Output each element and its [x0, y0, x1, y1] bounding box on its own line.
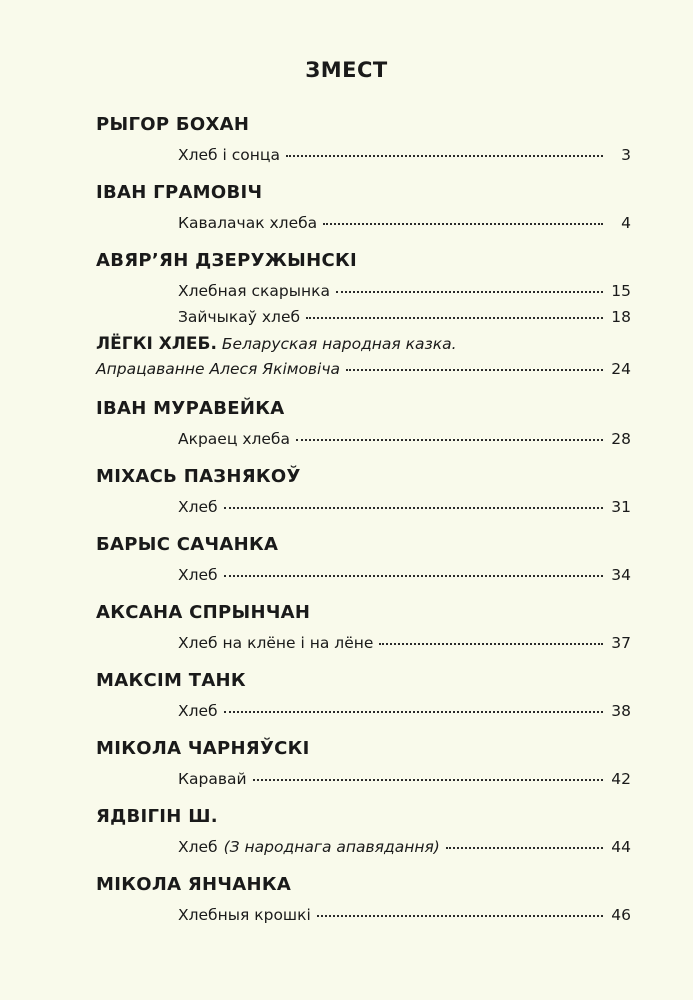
toc-entry-title: Хлеб — [178, 702, 218, 720]
toc-author: АКСАНА СПРЫНЧАН — [96, 602, 311, 623]
toc-entry-title: Хлеб на клёне і на лёне — [178, 634, 374, 652]
toc-entry — [178, 146, 631, 170]
toc-entry-title: Зайчыкаў хлеб — [178, 308, 301, 326]
dot-leader — [224, 699, 603, 713]
toc-author: МАКСІМ ТАНК — [96, 670, 246, 691]
toc-author: ІВАН ГРАМОВІЧ — [96, 182, 263, 203]
dot-leader — [336, 279, 603, 293]
toc-entry-title: Акраец хлеба — [178, 430, 290, 448]
toc-entry-page: 15 — [611, 282, 631, 300]
dot-leader — [296, 427, 603, 441]
dot-leader — [253, 767, 603, 781]
toc-entry-page: 18 — [611, 308, 631, 326]
toc-entry-title: Хлеб — [178, 838, 218, 856]
toc-author: БАРЫС САЧАНКА — [96, 534, 279, 555]
toc-entry — [178, 498, 631, 522]
dot-leader — [346, 357, 603, 371]
toc-entry — [178, 770, 631, 794]
toc-folk-subtitle: Беларуская народная казка. — [221, 335, 457, 353]
toc-folk-heading — [96, 334, 631, 354]
dot-leader — [317, 903, 603, 917]
toc-folk-title: ЛЁГКІ ХЛЕБ. — [96, 334, 217, 354]
dot-leader — [379, 631, 603, 645]
toc-entry — [178, 906, 631, 930]
toc-entry-page: 46 — [611, 906, 631, 924]
toc-author: ІВАН МУРАВЕЙКА — [96, 398, 285, 419]
toc-entry-page: 38 — [611, 702, 631, 720]
toc-entry-page: 24 — [611, 360, 631, 378]
toc-entry-title: Хлеб — [178, 566, 218, 584]
toc-entry-page: 3 — [621, 146, 631, 164]
toc-entry — [178, 282, 631, 306]
toc-author: МІКОЛА ЧАРНЯЎСКІ — [96, 738, 310, 759]
toc-entry-title: Хлеб — [178, 498, 218, 516]
toc-entry — [178, 634, 631, 658]
toc-author: МІХАСЬ ПАЗНЯКОЎ — [96, 466, 301, 487]
toc-entry-page: 28 — [611, 430, 631, 448]
toc-entry — [96, 360, 631, 384]
dot-leader — [323, 211, 603, 225]
toc-entry-page: 37 — [611, 634, 631, 652]
toc-entry-page: 34 — [611, 566, 631, 584]
toc-folk-adaptation: Апрацаванне Алеся Якімовіча — [96, 360, 341, 378]
toc-entry — [178, 838, 631, 862]
toc-entry-title: Хлеб і сонца — [178, 146, 280, 164]
toc-author: МІКОЛА ЯНЧАНКА — [96, 874, 292, 895]
dot-leader — [286, 143, 603, 157]
toc-entry — [178, 214, 631, 238]
toc-entry-title: Хлебная скарынка — [178, 282, 330, 300]
toc-entry-title: Кавалачак хлеба — [178, 214, 318, 232]
toc-author: РЫГОР БОХАН — [96, 114, 250, 135]
toc-author: АВЯР’ЯН ДЗЕРУЖЫНСКІ — [96, 250, 357, 271]
toc-entry-page: 42 — [611, 770, 631, 788]
toc-entry-title: Каравай — [178, 770, 247, 788]
toc-entry-page: 31 — [611, 498, 631, 516]
dot-leader — [224, 563, 603, 577]
dot-leader — [224, 495, 603, 509]
toc-entry — [178, 702, 631, 726]
toc-entry — [178, 566, 631, 590]
toc-entry-page: 44 — [611, 838, 631, 856]
page-title: ЗМЕСТ — [305, 58, 388, 82]
toc-author: ЯДВІГІН Ш. — [96, 806, 218, 827]
dot-leader — [446, 835, 603, 849]
toc-entry-subtitle: (З народнага апавядання) — [223, 838, 440, 856]
toc-entry-page: 4 — [621, 214, 631, 232]
toc-entry — [178, 308, 631, 332]
toc-entry-title: Хлебныя крошкі — [178, 906, 311, 924]
toc-entry — [178, 430, 631, 454]
dot-leader — [306, 305, 603, 319]
